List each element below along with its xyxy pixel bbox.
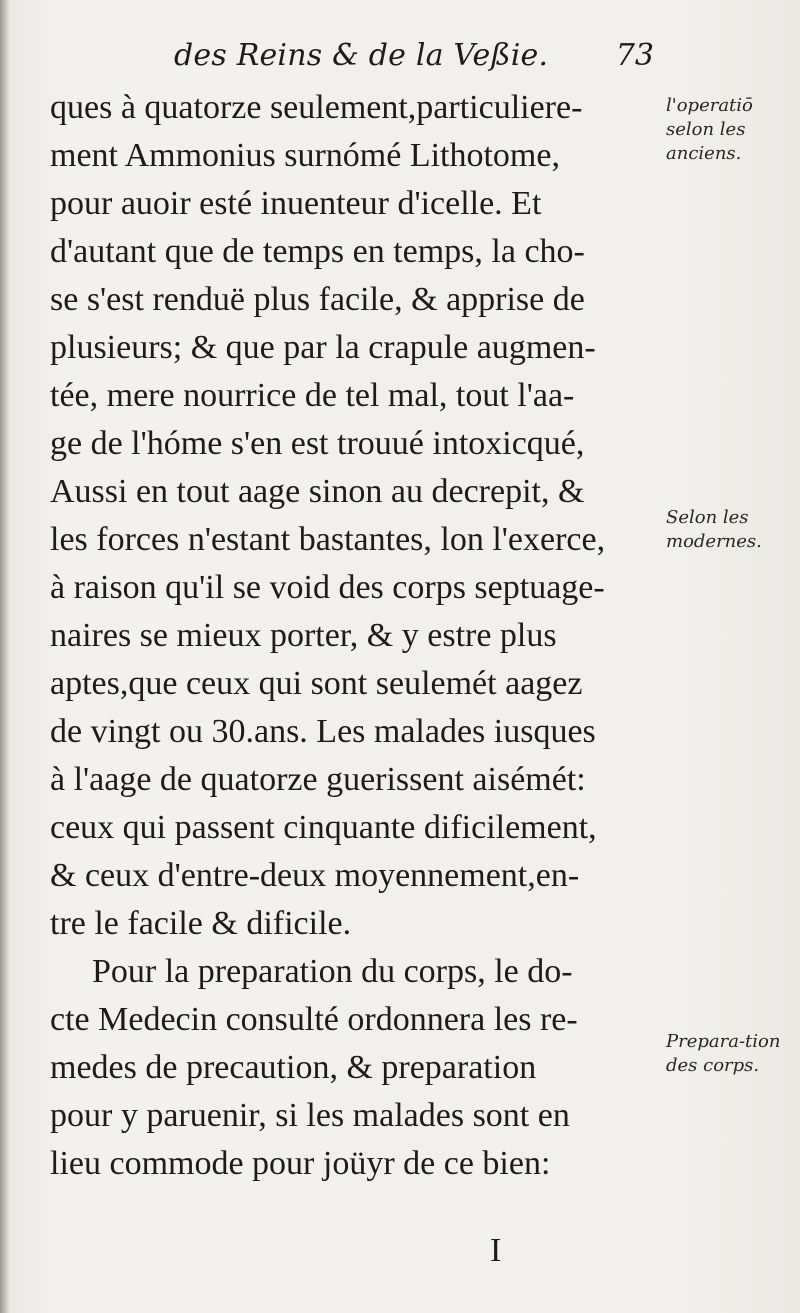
text-line: de vingt ou 30.ans. Les malades iusques xyxy=(50,713,596,750)
margin-note-modernes: Selon les modernes. xyxy=(666,507,762,552)
text-line: pour y paruenir, si les malades sont en xyxy=(50,1097,570,1134)
text-line: ge de l'hóme s'en est trouué intoxicqué, xyxy=(50,425,585,462)
text-line: & ceux d'entre-deux moyennement,en- xyxy=(50,857,580,894)
text-line: ques à quatorze seulement,particuliere- xyxy=(50,89,583,126)
body-text xyxy=(50,84,690,1188)
text-line: ceux qui passent cinquante dificilement, xyxy=(50,809,597,846)
text-line: Aussi en tout aage sinon au decrepit, & xyxy=(50,473,585,510)
text-line: à l'aage de quatorze guerissent aisémét: xyxy=(50,761,586,798)
text-line: d'autant que de temps en temps, la cho- xyxy=(50,233,585,270)
page-number: 73 xyxy=(615,38,654,73)
text-line: medes de precaution, & preparation xyxy=(50,1049,537,1086)
page-spine xyxy=(0,0,10,1313)
text-line: pour auoir esté inuenteur d'icelle. Et xyxy=(50,185,542,222)
margin-note-operation: l'operatiō selon les anciens. xyxy=(666,95,753,164)
page-header xyxy=(174,38,654,86)
text-line: cte Medecin consulté ordonnera les re- xyxy=(50,1001,578,1038)
margin-note-preparation: Prepara-tion des corps. xyxy=(666,1031,781,1076)
text-line: plusieurs; & que par la crapule augmen- xyxy=(50,329,596,366)
text-line: naires se mieux porter, & y estre plus xyxy=(50,617,557,654)
text-line: tre le facile & dificile. xyxy=(50,905,352,942)
text-line: lieu commode pour joüyr de ce bien: xyxy=(50,1145,551,1182)
text-line: les forces n'estant bastantes, lon l'exerce, xyxy=(50,521,606,558)
text-line: tée, mere nourrice de tel mal, tout l'aa- xyxy=(50,377,575,414)
text-line: ment Ammonius surnómé Lithotome, xyxy=(50,137,560,174)
text-line: se s'est renduë plus facile, & apprise de xyxy=(50,281,585,318)
paragraph-first-line: Pour la preparation du corps, le do- xyxy=(92,953,573,990)
text-line: à raison qu'il se void des corps septuage- xyxy=(50,569,605,606)
running-head: des Reins & de la Veßie. xyxy=(174,38,549,73)
signature-mark: I xyxy=(490,1232,502,1269)
text-line: aptes,que ceux qui sont seulemét aagez xyxy=(50,665,583,702)
